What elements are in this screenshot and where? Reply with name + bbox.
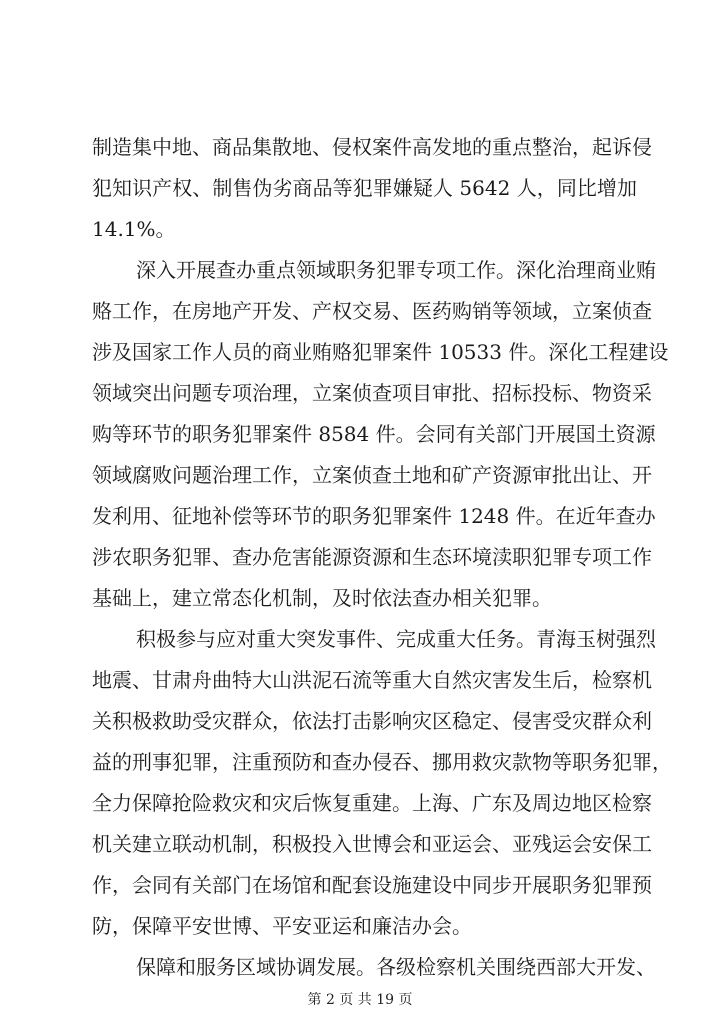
paragraph-line: 全力保障抢险救灾和灾后恢复重建。上海、广东及周边地区检察 bbox=[92, 791, 652, 815]
paragraph-line: 购等环节的职务犯罪案件 8584 件。会同有关部门开展国土资源 bbox=[92, 422, 656, 446]
paragraph-line: 机关建立联动机制，积极投入世博会和亚运会、亚残运会安保工 bbox=[92, 832, 652, 856]
paragraph-line: 涉及国家工作人员的商业贿赂犯罪案件 10533 件。深化工程建设 bbox=[92, 340, 669, 364]
paragraph-first-line: 保障和服务区域协调发展。各级检察机关围绕西部大开发、 bbox=[136, 955, 656, 979]
paragraph-line: 基础上，建立常态化机制，及时依法查办相关犯罪。 bbox=[92, 586, 552, 610]
paragraph-line: 犯知识产权、制售伪劣商品等犯罪嫌疑人 5642 人，同比增加 bbox=[92, 176, 637, 200]
paragraph-line: 领域突出问题专项治理，立案侦查项目审批、招标投标、物资采 bbox=[92, 381, 652, 405]
paragraph-line: 制造集中地、商品集散地、侵权案件高发地的重点整治，起诉侵 bbox=[92, 135, 652, 159]
paragraph-first-line: 积极参与应对重大突发事件、完成重大任务。青海玉树强烈 bbox=[136, 627, 656, 651]
paragraph-line: 14.1%。 bbox=[92, 217, 176, 241]
paragraph-line: 涉农职务犯罪、查办危害能源资源和生态环境渎职犯罪专项工作 bbox=[92, 545, 652, 569]
paragraph-first-line: 深入开展查办重点领域职务犯罪专项工作。深化治理商业贿 bbox=[136, 258, 656, 282]
paragraph-line: 防，保障平安世博、平安亚运和廉洁办会。 bbox=[92, 914, 472, 938]
paragraph-line: 地震、甘肃舟曲特大山洪泥石流等重大自然灾害发生后，检察机 bbox=[92, 668, 652, 692]
paragraph-line: 益的刑事犯罪，注重预防和查办侵吞、挪用救灾款物等职务犯罪， bbox=[92, 750, 672, 774]
paragraph-line: 关积极救助受灾群众，依法打击影响灾区稳定、侵害受灾群众利 bbox=[92, 709, 652, 733]
paragraph-line: 作，会同有关部门在场馆和配套设施建设中同步开展职务犯罪预 bbox=[92, 873, 652, 897]
paragraph-line: 领域腐败问题治理工作，立案侦查土地和矿产资源审批出让、开 bbox=[92, 463, 652, 487]
paragraph-line: 赂工作，在房地产开发、产权交易、医药购销等领域，立案侦查 bbox=[92, 299, 652, 323]
page-number-footer: 第 2 页 共 19 页 bbox=[307, 992, 413, 1008]
paragraph-line: 发利用、征地补偿等环节的职务犯罪案件 1248 件。在近年查办 bbox=[92, 504, 656, 528]
